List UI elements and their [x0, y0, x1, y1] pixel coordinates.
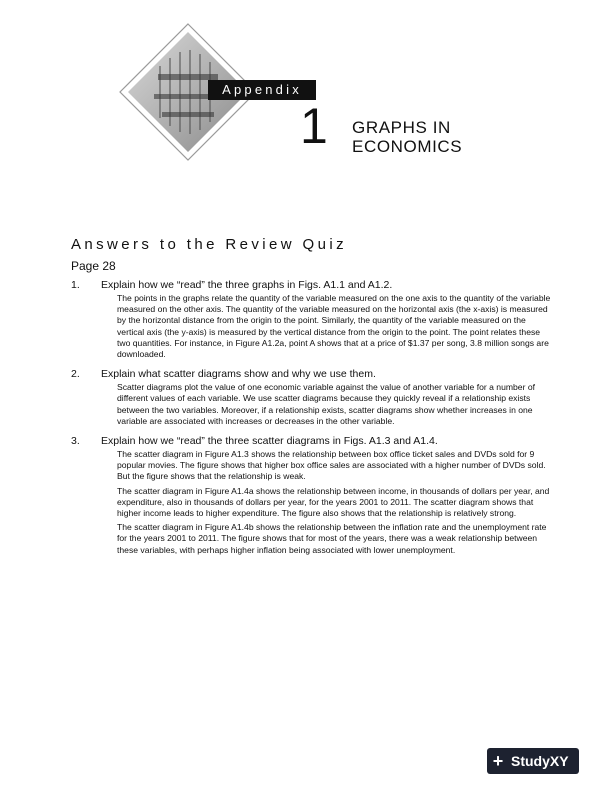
- question-text: Explain how we “read” the three scatter diagrams in Figs. A1.3 and A1.4.: [101, 435, 438, 448]
- brand-name: StudyXY: [511, 753, 569, 769]
- chapter-number: 1: [300, 98, 328, 154]
- question-number: 3.: [71, 435, 80, 448]
- chapter-title-line-1: GRAPHS IN: [352, 118, 451, 137]
- question-text: Explain what scatter diagrams show and why we use them.: [101, 368, 376, 381]
- question-row: [71, 434, 551, 448]
- question-row: [71, 367, 551, 381]
- answer-paragraph: The scatter diagram in Figure A1.4a shows the relationship between income, in thousands of dollars per year, and expenditure, also in thousands of dollars per year, for the years 2001 to 2011. The scatter diagram shows that higher income leads to higher expenditure. The figure also shows that the relationship is relatively strong.: [117, 485, 550, 519]
- question-number: 2.: [71, 368, 80, 381]
- section-heading: Answers to the Review Quiz: [71, 236, 347, 253]
- question-number: 1.: [71, 279, 80, 291]
- appendix-label: Appendix: [208, 80, 316, 100]
- answer-paragraph: The scatter diagram in Figure A1.3 shows the relationship between box office ticket sales and DVDs sold for 9 popular movies. The figure shows that higher box office sales are associated with a higher number of DVDs sold. But the figure shows that the relationship is weak.: [117, 449, 546, 482]
- question-list: [71, 278, 551, 563]
- chapter-title-line-2: ECONOMICS: [352, 137, 463, 156]
- plus-icon: +: [492, 751, 504, 771]
- answer-paragraph: Scatter diagrams plot the value of one economic variable against the value of another variable for a number of different values of each variable. We use scatter diagrams because they quickly reveal if a relationship exists between the two variables. Moreover, if a relationship exists, scatter diagrams show whether increases in one variable are associated with increases or decreases in the other variable.: [117, 382, 535, 426]
- answer-paragraph: The points in the graphs relate the quantity of the variable measured on the one axis to the quantity of the variable measured on the other axis. The quantity of the variable measured on the horizontal axis (the x-axis) is measured by the horizontal distance from the origin to the point. Similarly, the quantity of the variable measured on the vertical axis (the y-axis) is measured by the vertical distance from the origin to the point. The point relates these two quantities. For instance, in Figure A1.2a, point A shows that at a price of $1.37 per song, 3.8 million songs are downloaded.: [117, 293, 551, 360]
- studyxy-logo: [487, 748, 579, 774]
- question-text: Explain how we “read” the three graphs in Figs. A1.1 and A1.2.: [101, 279, 393, 291]
- question-row: [71, 278, 551, 292]
- answer-paragraph: The scatter diagram in Figure A1.4b shows the relationship between the inflation rate and the unemployment rate for the years 2001 to 2011. The figure shows that for most of the years, there was a weak relationship between these variables, with perhaps higher inflation being associated with lower unemployment.: [117, 522, 547, 555]
- question-item: [71, 278, 551, 360]
- page-reference: Page 28: [71, 259, 116, 273]
- chapter-title: [352, 118, 462, 156]
- question-item: [71, 367, 551, 427]
- question-item: [71, 434, 551, 556]
